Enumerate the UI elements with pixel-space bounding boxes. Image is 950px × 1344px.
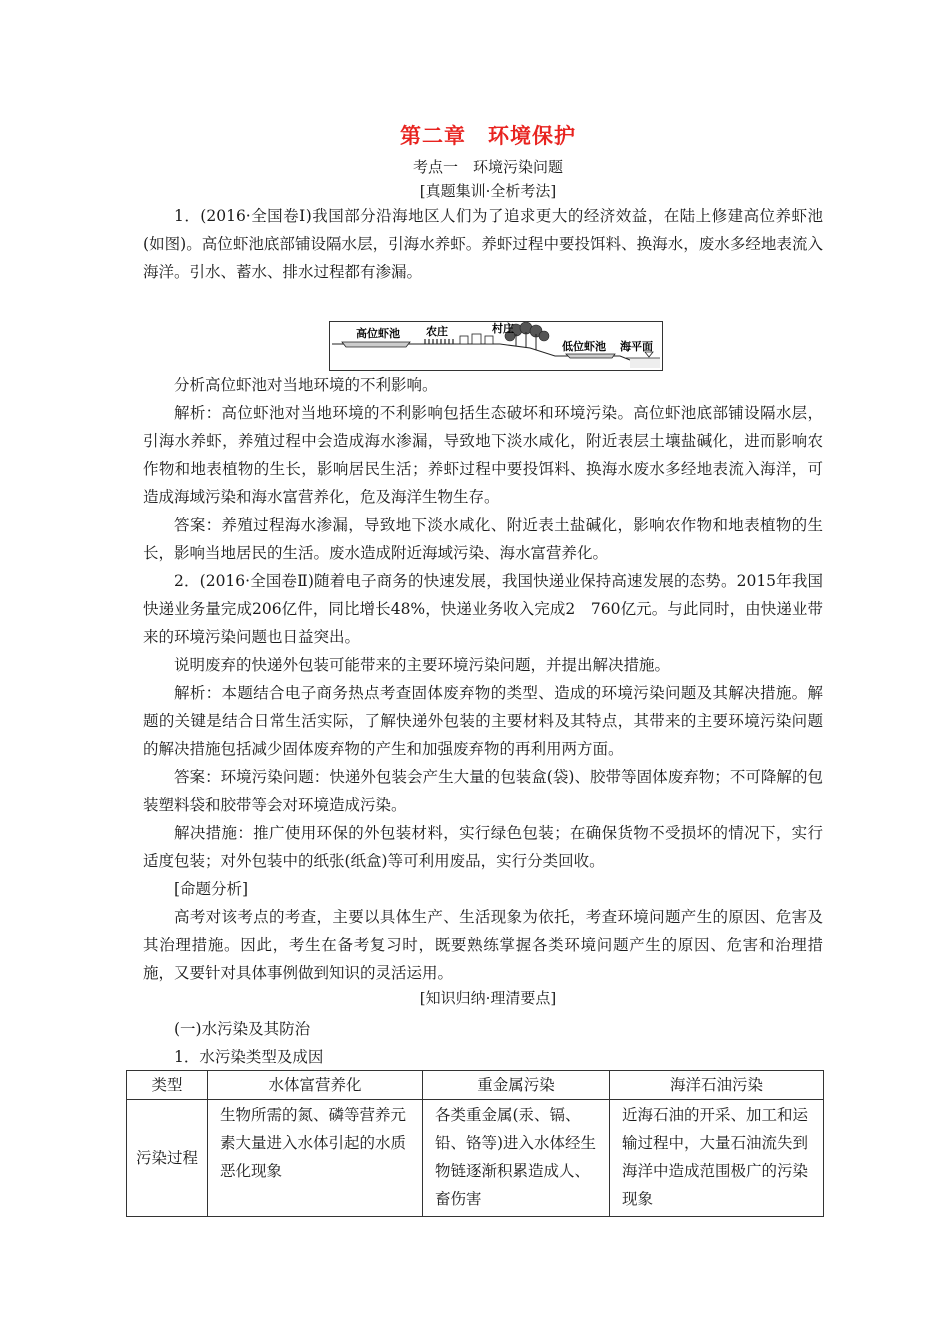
table-row-head: 污染过程 bbox=[127, 1100, 208, 1217]
knowledge-tag: [知识归纳·理清要点] bbox=[419, 989, 557, 1007]
sub-sub-heading: 1．水污染类型及成因 bbox=[174, 1048, 324, 1066]
table-cell: 各类重金属(汞、镉、铅、铬等)进入水体经生物链逐渐积累造成人、畜伤害 bbox=[423, 1100, 610, 1217]
table-header: 海洋石油污染 bbox=[610, 1071, 824, 1100]
table-header-row bbox=[127, 1071, 824, 1100]
label-farm: 农庄 bbox=[426, 325, 448, 338]
label-village: 村庄 bbox=[492, 322, 514, 335]
q1-question: 分析高位虾池对当地环境的不利影响。 bbox=[174, 376, 438, 394]
shrimp-pond-diagram bbox=[330, 322, 662, 370]
q2-solution: 解决措施：推广使用环保的外包装材料，实行绿色包装；在确保货物不受损坏的情况下，实行适度包装；对外包装中的纸张(纸盒)等可利用废品，实行分类回收。 bbox=[143, 824, 823, 870]
section-title: 考点一 环境污染问题 bbox=[412, 158, 563, 176]
label-high-pond: 高位虾池 bbox=[356, 327, 400, 340]
table-cell: 生物所需的氮、磷等营养元素大量进入水体引起的水质恶化现象 bbox=[208, 1100, 423, 1217]
label-low-pond: 低位虾池 bbox=[562, 340, 606, 353]
q2-answer: 答案：环境污染问题：快递外包装会产生大量的包装盒(袋)、胶带等固体废弃物；不可降解的包装塑料袋和胶带等会对环境造成污染。 bbox=[143, 768, 823, 814]
table-header: 水体富营养化 bbox=[208, 1071, 423, 1100]
table-header: 重金属污染 bbox=[423, 1071, 610, 1100]
chapter-title: 第二章 环境保护 bbox=[400, 124, 576, 148]
q1-stem: 1．(2016·全国卷Ⅰ)我国部分沿海地区人们为了追求更大的经济效益，在陆上修建高位养虾池(如图)。高位虾池底部铺设隔水层，引海水养虾。养虾过程中要投饵料、换海水，废水多经地表流入海洋。引水、蓄水、排水过程都有渗漏。 bbox=[143, 207, 823, 281]
sub-heading: (一)水污染及其防治 bbox=[174, 1020, 311, 1038]
table-row bbox=[127, 1100, 824, 1217]
q1-analysis: 解析：高位虾池对当地环境的不利影响包括生态破坏和环境污染。高位虾池底部铺设隔水层，引海水养虾，养殖过程中会造成海水渗漏，导致地下淡水咸化，附近表层土壤盐碱化，进而影响农作物和地表植物的生长，影响居民生活；养虾过程中要投饵料、换海水废水多经地表流入海洋，可造成海域污染和海水富营养化，危及海洋生物生存。 bbox=[143, 404, 823, 506]
table-header: 类型 bbox=[127, 1071, 208, 1100]
analysis-text: 高考对该考点的考查，主要以具体生产、生活现象为依托，考查环境问题产生的原因、危害及其治理措施。因此，考生在备考复习时，既要熟练掌握各类环境问题产生的原因、危害和治理措施，又要针对具体事例做到知识的灵活运用。 bbox=[143, 908, 823, 982]
q2-stem: 2．(2016·全国卷Ⅱ)随着电子商务的快速发展，我国快递业保持高速发展的态势。2015年我国快递业务量完成206亿件，同比增长48%，快递业务收入完成2 760亿元。与此同时，由快递业带来的环境污染问题也日益突出。 bbox=[143, 572, 823, 646]
q2-analysis: 解析：本题结合电子商务热点考查固体废弃物的类型、造成的环境污染问题及其解决措施。解题的关键是结合日常生活实际，了解快递外包装的主要材料及其特点，其带来的主要环境污染问题的解决措施包括减少固体废弃物的产生和加强废弃物的再利用两方面。 bbox=[143, 684, 823, 758]
water-pollution-table bbox=[126, 1070, 824, 1217]
shrimp-pond-figure bbox=[329, 321, 663, 371]
table-cell: 近海石油的开采、加工和运输过程中，大量石油流失到海洋中造成范围极广的污染现象 bbox=[610, 1100, 824, 1217]
q2-question: 说明废弃的快递外包装可能带来的主要环境污染问题，并提出解决措施。 bbox=[174, 656, 671, 674]
label-sea-level: 海平面 bbox=[620, 340, 653, 353]
section-tag: [真题集训·全析考法] bbox=[419, 182, 557, 200]
analysis-tag: [命题分析] bbox=[174, 880, 249, 898]
q1-answer: 答案：养殖过程海水渗漏，导致地下淡水咸化、附近表土盐碱化，影响农作物和地表植物的生长，影响当地居民的生活。废水造成附近海域污染、海水富营养化。 bbox=[143, 516, 823, 562]
